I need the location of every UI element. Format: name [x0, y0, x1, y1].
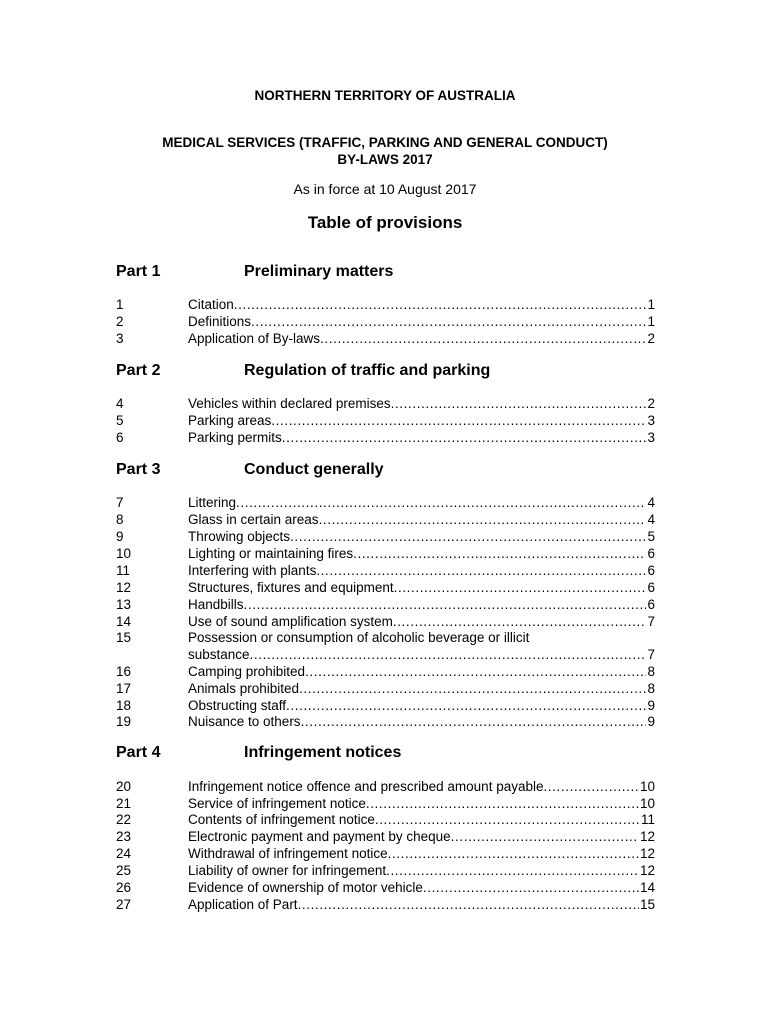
dot-leader	[353, 546, 646, 563]
entry-title: Application of By-laws	[188, 331, 321, 346]
dot-leader	[250, 647, 647, 664]
part-heading	[116, 461, 656, 483]
entry-number: 5	[116, 413, 124, 428]
entry-page: 4	[647, 512, 655, 527]
entry-page: 6	[647, 580, 655, 595]
entry-number: 15	[116, 630, 132, 645]
entry-title: Parking areas	[188, 413, 272, 428]
entry-number: 13	[116, 597, 132, 612]
dot-leader	[251, 314, 646, 331]
entry-number: 12	[116, 580, 132, 595]
dot-leader	[319, 512, 647, 529]
part-label: Part 4	[116, 744, 161, 761]
entry-number: 27	[116, 897, 132, 912]
entry-title: Evidence of ownership of motor vehicle	[188, 880, 423, 895]
toc-heading: Table of provisions	[307, 213, 463, 232]
document-title-line2: BY-LAWS 2017	[337, 152, 433, 167]
entry-number: 22	[116, 812, 132, 827]
jurisdiction-heading: NORTHERN TERRITORY OF AUSTRALIA	[254, 88, 516, 103]
part-label: Part 3	[116, 461, 161, 478]
dot-leader	[305, 664, 646, 681]
entry-page: 14	[639, 880, 655, 895]
entry-page: 8	[647, 681, 655, 696]
part-title: Regulation of traffic and parking	[244, 362, 491, 379]
entry-number: 20	[116, 779, 132, 794]
entry-number: 17	[116, 681, 132, 696]
entry-number: 26	[116, 880, 132, 895]
entry-page: 1	[647, 297, 655, 312]
dot-leader	[236, 495, 646, 512]
entry-page: 10	[639, 796, 655, 811]
dot-leader	[320, 331, 646, 348]
entry-page: 7	[647, 646, 655, 662]
dot-leader	[386, 863, 639, 880]
entry-title: Vehicles within declared premises	[188, 396, 391, 411]
entry-title: Withdrawal of infringement notice	[188, 846, 388, 861]
dot-leader	[366, 796, 639, 813]
dot-leader	[391, 396, 647, 413]
entry-page: 10	[639, 779, 655, 794]
entry-title: Application of Part	[188, 897, 298, 912]
entry-title: Obstructing staff	[188, 698, 287, 713]
part-heading	[116, 263, 656, 285]
dot-leader	[451, 829, 639, 846]
dot-leader	[244, 597, 647, 614]
entry-title: substance	[188, 646, 250, 662]
entry-title: Interfering with plants	[188, 563, 317, 578]
part-label: Part 2	[116, 362, 161, 379]
entry-page: 2	[647, 331, 655, 346]
entry-number: 4	[116, 396, 124, 411]
part-title: Conduct generally	[244, 461, 384, 478]
entry-title: Citation	[188, 297, 234, 312]
entry-number: 3	[116, 331, 124, 346]
entry-page: 12	[639, 829, 655, 844]
entry-title: Lighting or maintaining fires	[188, 546, 354, 561]
entry-page: 9	[647, 714, 655, 729]
entry-title: Service of infringement notice	[188, 796, 366, 811]
dot-leader	[375, 812, 640, 829]
entry-number: 19	[116, 714, 132, 729]
entry-title-line1: Possession or consumption of alcoholic beverage or illicit	[188, 630, 530, 645]
dot-leader	[286, 698, 646, 715]
entry-number: 14	[116, 614, 132, 629]
entry-number: 10	[116, 546, 132, 561]
entry-title: Contents of infringement notice	[188, 812, 375, 827]
dot-leader	[234, 297, 647, 314]
entry-page: 3	[647, 430, 655, 445]
entry-title: Nuisance to others	[188, 714, 301, 729]
entry-number: 18	[116, 698, 132, 713]
dot-leader	[388, 846, 639, 863]
entry-title: Infringement notice offence and prescribed amount payable	[188, 779, 544, 794]
dot-leader	[543, 779, 638, 796]
entry-number: 21	[116, 796, 132, 811]
document-title-line1: MEDICAL SERVICES (TRAFFIC, PARKING AND GENERAL CONDUCT)	[162, 135, 608, 150]
entry-number: 2	[116, 314, 124, 329]
entry-title: Parking permits	[188, 430, 282, 445]
entry-number: 16	[116, 664, 132, 679]
dot-leader	[298, 897, 639, 914]
entry-page: 6	[647, 546, 655, 561]
entry-page: 11	[640, 812, 655, 827]
entry-page: 2	[647, 396, 655, 411]
entry-number: 8	[116, 512, 124, 527]
entry-page: 6	[647, 563, 655, 578]
dot-leader	[316, 563, 646, 580]
dot-leader	[423, 880, 639, 897]
entry-title: Definitions	[188, 314, 252, 329]
entry-title: Glass in certain areas	[188, 512, 319, 527]
entry-number: 6	[116, 430, 124, 445]
entry-page: 15	[639, 897, 655, 912]
entry-page: 5	[647, 529, 655, 544]
part-heading	[116, 744, 656, 766]
entry-title: Littering	[188, 495, 237, 510]
entry-page: 3	[647, 413, 655, 428]
entry-title: Camping prohibited	[188, 664, 306, 679]
entry-number: 23	[116, 829, 132, 844]
entry-page: 12	[639, 863, 655, 878]
dot-leader	[393, 614, 647, 631]
entry-number: 11	[116, 563, 131, 578]
entry-page: 6	[647, 597, 655, 612]
entry-page: 8	[647, 664, 655, 679]
entry-title: Liability of owner for infringement	[188, 863, 387, 878]
dot-leader	[290, 529, 646, 546]
entry-number: 25	[116, 863, 132, 878]
in-force-date: As in force at 10 August 2017	[293, 181, 477, 197]
entry-page: 1	[647, 314, 655, 329]
dot-leader	[271, 413, 646, 430]
part-title: Infringement notices	[244, 744, 402, 761]
entry-number: 9	[116, 529, 124, 544]
part-heading	[116, 362, 656, 384]
part-label: Part 1	[116, 263, 161, 280]
entry-title: Animals prohibited	[188, 681, 300, 696]
entry-title: Use of sound amplification system	[188, 614, 393, 629]
entry-title: Handbills	[188, 597, 244, 612]
entry-number: 7	[116, 495, 124, 510]
part-title: Preliminary matters	[244, 263, 394, 280]
entry-title: Electronic payment and payment by cheque	[188, 829, 451, 844]
dot-leader	[301, 714, 647, 731]
entry-title: Structures, fixtures and equipment	[188, 580, 394, 595]
dot-leader	[394, 580, 647, 597]
entry-title: Throwing objects	[188, 529, 291, 544]
entry-number: 1	[116, 297, 124, 312]
entry-page: 7	[647, 614, 655, 629]
dot-leader	[299, 681, 646, 698]
entry-page: 9	[647, 698, 655, 713]
dot-leader	[282, 430, 647, 447]
entry-number: 24	[116, 846, 132, 861]
entry-page: 4	[647, 495, 655, 510]
entry-page: 12	[639, 846, 655, 861]
